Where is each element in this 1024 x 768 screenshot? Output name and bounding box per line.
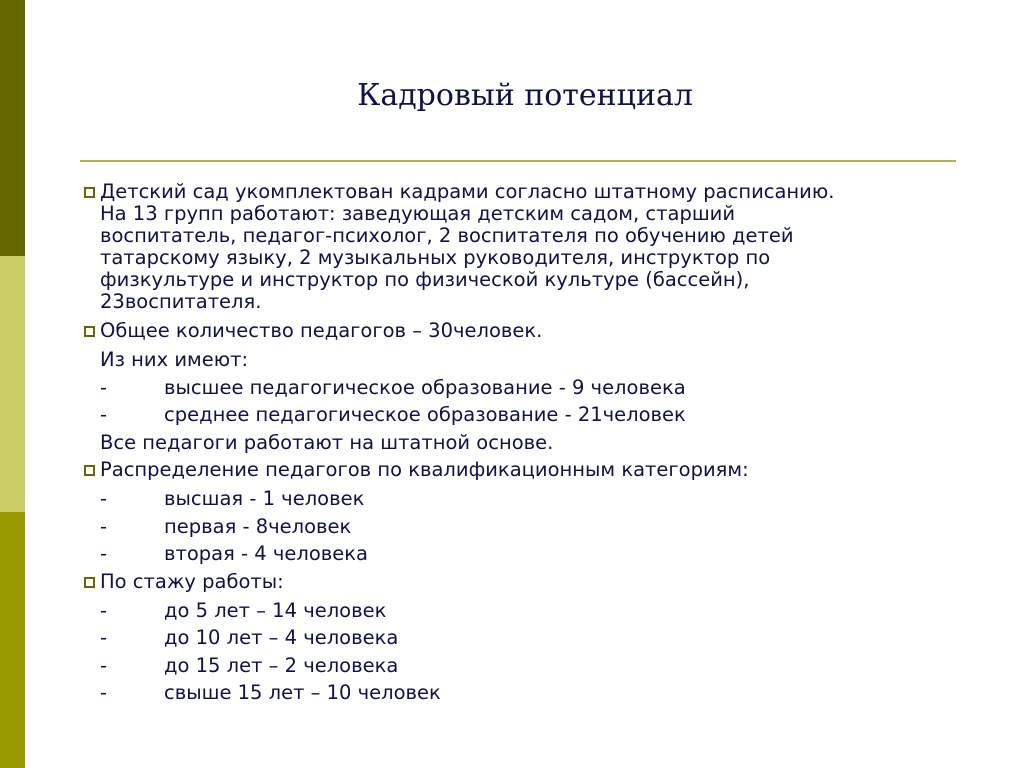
list-item-text: до 10 лет – 4 человека	[164, 626, 399, 649]
dash-marker: -	[100, 375, 108, 399]
sidebar-segment-middle	[0, 256, 25, 512]
sub-text: Из них имеют:	[100, 348, 249, 371]
bullet-text: Общее количество педагогов – 30человек.	[100, 319, 543, 342]
square-bullet-icon	[84, 465, 95, 476]
dash-marker: -	[100, 487, 108, 510]
bullet-item	[90, 459, 970, 481]
list-item	[90, 516, 970, 538]
bullet-item	[90, 320, 970, 342]
dash-marker: -	[100, 626, 108, 649]
list-item	[90, 377, 970, 399]
list-item	[90, 682, 970, 704]
list-item	[90, 543, 970, 565]
list-item	[90, 627, 970, 649]
bullet-item	[90, 181, 970, 313]
slide-content	[90, 181, 970, 710]
list-item-text: среднее педагогическое образование - 21человек	[164, 403, 686, 426]
dash-marker: -	[100, 653, 108, 677]
dash-marker: -	[100, 542, 108, 565]
square-bullet-icon	[84, 577, 95, 588]
list-item	[90, 488, 970, 510]
bullet-text: По стажу работы:	[100, 569, 284, 593]
list-item-text: первая - 8человек	[164, 514, 352, 538]
list-item-text: до 15 лет – 2 человека	[164, 653, 399, 677]
dash-marker: -	[100, 598, 108, 622]
sub-text: Все педагоги работают на штатной основе.	[100, 430, 554, 454]
list-item-text: свыше 15 лет – 10 человек	[164, 681, 441, 704]
bullet-text: Распределение педагогов по квалификационным категориям:	[100, 458, 749, 481]
list-item	[90, 600, 970, 622]
list-item-text: до 5 лет – 14 человек	[164, 598, 387, 622]
sidebar-decoration	[0, 0, 25, 768]
square-bullet-icon	[84, 326, 95, 337]
title-divider	[80, 160, 956, 162]
square-bullet-icon	[84, 187, 95, 198]
list-item-text: высшая - 1 человек	[164, 487, 365, 510]
sidebar-segment-top	[0, 0, 25, 256]
list-item	[90, 655, 970, 677]
list-item	[90, 404, 970, 426]
dash-marker: -	[100, 514, 108, 538]
bullet-text: Детский сад укомплектован кадрами согласно штатному расписанию. На 13 групп работают: заведующая детским садом, старший воспитатель, педагог-психолог, 2 воспитателя по обучению детей татарскому языку, 2 музыкальных руководителя, инструктор по физкультуре и инструктор по физической культуре (бассейн), 23воспитателя.	[100, 180, 835, 313]
bullet-item	[90, 571, 970, 593]
dash-marker: -	[100, 403, 108, 426]
dash-marker: -	[100, 681, 108, 704]
slide-title: Кадровый потенциал	[357, 78, 693, 113]
sidebar-segment-bottom	[0, 512, 25, 768]
list-item-text: вторая - 4 человека	[164, 542, 369, 565]
list-item-text: высшее педагогическое образование - 9 человека	[164, 375, 686, 399]
